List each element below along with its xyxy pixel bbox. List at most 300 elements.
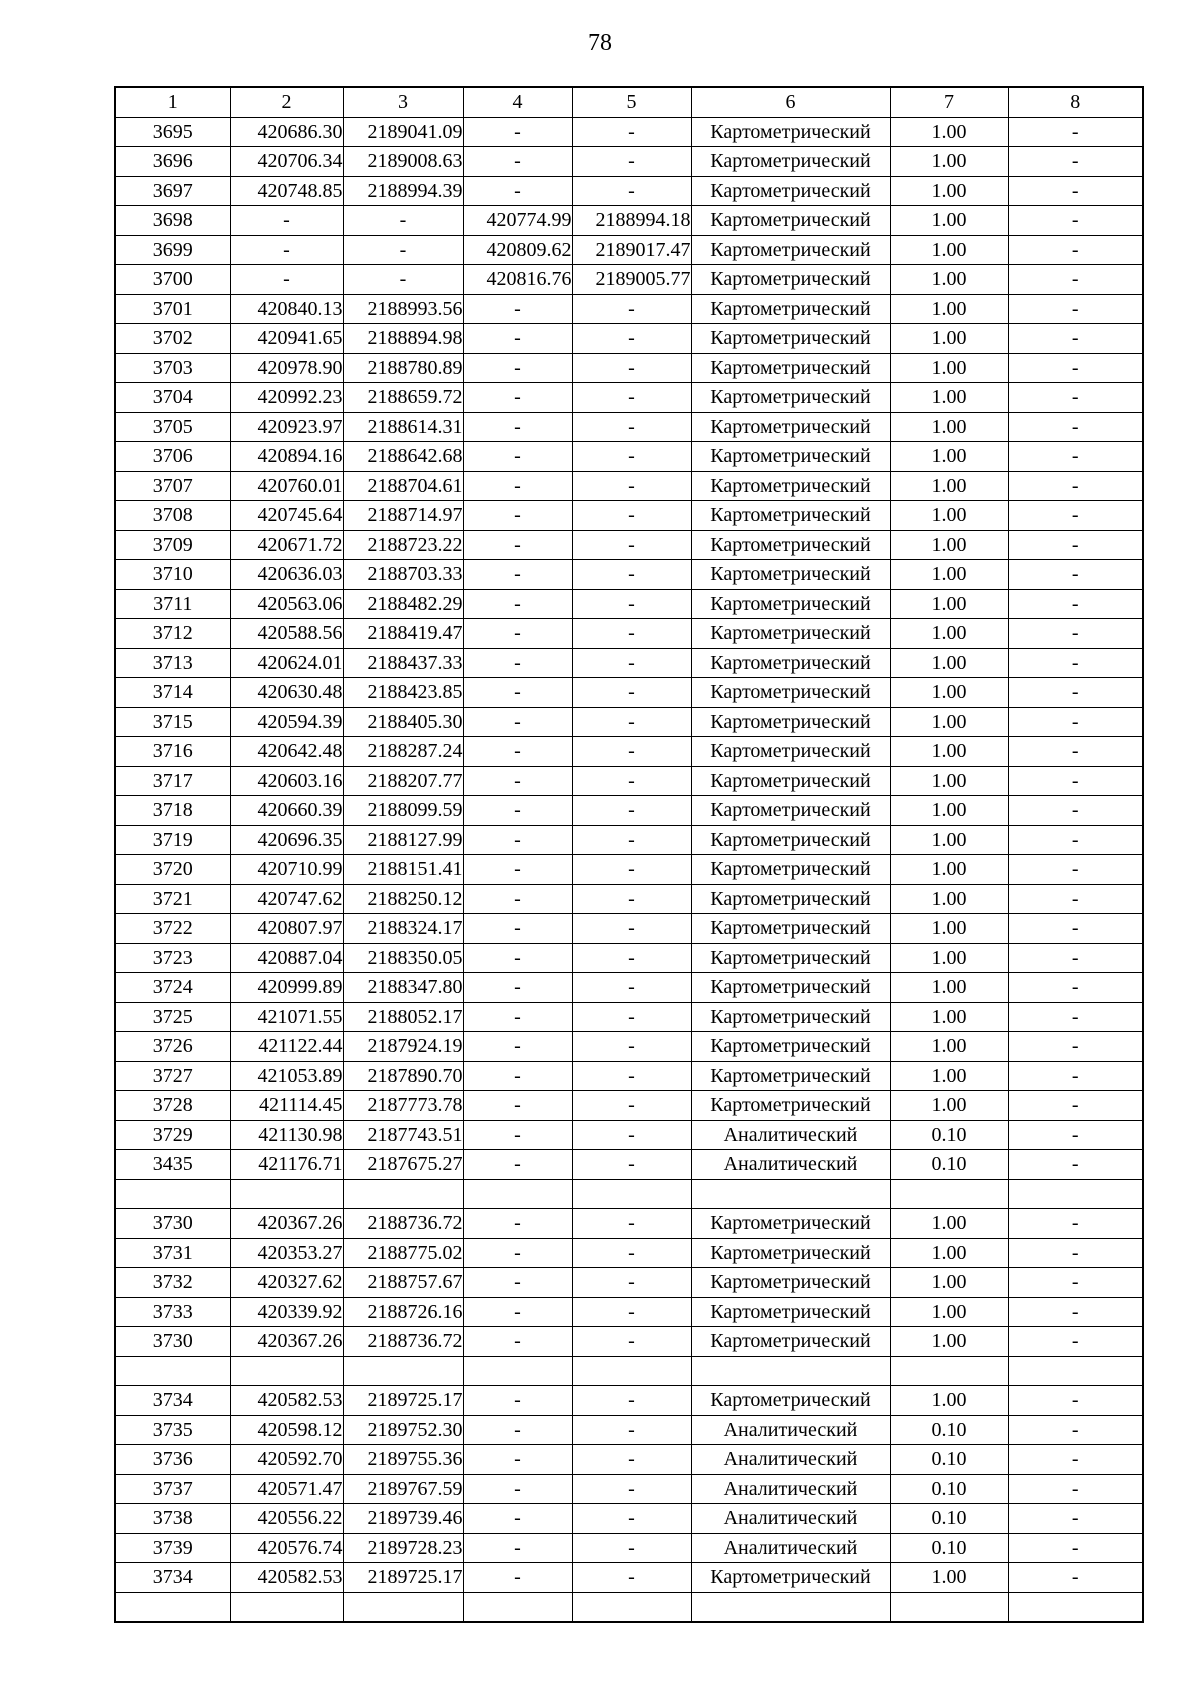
table-cell: 3705 xyxy=(115,412,230,442)
table-cell: 420747.62 xyxy=(230,884,343,914)
table-cell: 420624.01 xyxy=(230,648,343,678)
table-cell: 420887.04 xyxy=(230,943,343,973)
table-cell: - xyxy=(1008,1268,1143,1298)
table-cell: 2188994.39 xyxy=(343,176,463,206)
table-cell: Картометрический xyxy=(691,1238,890,1268)
table-cell: 3713 xyxy=(115,648,230,678)
table-cell: Картометрический xyxy=(691,589,890,619)
table-cell xyxy=(572,1179,691,1209)
table-row xyxy=(115,1091,1143,1121)
table-cell: 420367.26 xyxy=(230,1209,343,1239)
table-cell: 3702 xyxy=(115,324,230,354)
table-cell: Картометрический xyxy=(691,796,890,826)
table-cell: 2188894.98 xyxy=(343,324,463,354)
table-cell: - xyxy=(572,1297,691,1327)
table-cell: 2189008.63 xyxy=(343,147,463,177)
table-cell: 2187890.70 xyxy=(343,1061,463,1091)
table-cell: - xyxy=(1008,1415,1143,1445)
table-cell: - xyxy=(463,1563,572,1593)
table-cell: 3700 xyxy=(115,265,230,295)
table-cell: Картометрический xyxy=(691,1032,890,1062)
table-cell: - xyxy=(1008,353,1143,383)
table-cell: - xyxy=(1008,265,1143,295)
table-cell: 421122.44 xyxy=(230,1032,343,1062)
table-cell xyxy=(230,1356,343,1386)
table-cell: 1.00 xyxy=(890,884,1008,914)
table-cell: 2188659.72 xyxy=(343,383,463,413)
table-cell: - xyxy=(463,884,572,914)
table-cell: - xyxy=(1008,796,1143,826)
table-cell: - xyxy=(1008,914,1143,944)
table-row xyxy=(115,855,1143,885)
table-row xyxy=(115,737,1143,767)
table-cell: - xyxy=(572,796,691,826)
table-cell: Аналитический xyxy=(691,1474,890,1504)
table-cell: - xyxy=(572,324,691,354)
table-cell: - xyxy=(1008,147,1143,177)
table-cell xyxy=(1008,1356,1143,1386)
table-cell: Картометрический xyxy=(691,619,890,649)
table-cell: - xyxy=(572,1150,691,1180)
table-cell: - xyxy=(1008,1061,1143,1091)
table-cell: - xyxy=(463,1386,572,1416)
table-cell: 3733 xyxy=(115,1297,230,1327)
table-cell: - xyxy=(1008,412,1143,442)
table-cell: 420660.39 xyxy=(230,796,343,826)
table-cell: Картометрический xyxy=(691,206,890,236)
table-cell: 2188347.80 xyxy=(343,973,463,1003)
table-cell: 3707 xyxy=(115,471,230,501)
table-cell: Картометрический xyxy=(691,1386,890,1416)
table-cell: 3731 xyxy=(115,1238,230,1268)
table-cell: 420807.97 xyxy=(230,914,343,944)
table-cell: 1.00 xyxy=(890,737,1008,767)
table-cell: - xyxy=(572,884,691,914)
table-cell: 3703 xyxy=(115,353,230,383)
column-header: 3 xyxy=(343,87,463,117)
table-cell: 3716 xyxy=(115,737,230,767)
table-cell: - xyxy=(463,589,572,619)
table-cell: 420367.26 xyxy=(230,1327,343,1357)
table-cell: Картометрический xyxy=(691,973,890,1003)
table-row xyxy=(115,648,1143,678)
table-cell: - xyxy=(343,235,463,265)
table-cell: Картометрический xyxy=(691,678,890,708)
table-cell: - xyxy=(1008,973,1143,1003)
table-cell: Картометрический xyxy=(691,147,890,177)
table-cell: Картометрический xyxy=(691,117,890,147)
table-cell: 1.00 xyxy=(890,206,1008,236)
table-cell: - xyxy=(1008,1032,1143,1062)
table-row xyxy=(115,1592,1143,1622)
table-row xyxy=(115,914,1143,944)
table-cell: - xyxy=(1008,1120,1143,1150)
table-cell: 420992.23 xyxy=(230,383,343,413)
table-cell: - xyxy=(1008,324,1143,354)
table-cell: Картометрический xyxy=(691,1091,890,1121)
table-cell: Картометрический xyxy=(691,1297,890,1327)
table-cell: 420686.30 xyxy=(230,117,343,147)
table-cell xyxy=(890,1179,1008,1209)
table-cell: - xyxy=(1008,294,1143,324)
table-header-row xyxy=(115,87,1143,117)
table-cell: 3697 xyxy=(115,176,230,206)
table-cell: - xyxy=(572,560,691,590)
table-cell: 420556.22 xyxy=(230,1504,343,1534)
table-cell: - xyxy=(463,707,572,737)
table-cell: - xyxy=(572,1415,691,1445)
table-cell: 2188736.72 xyxy=(343,1209,463,1239)
table-cell: 420598.12 xyxy=(230,1415,343,1445)
table-row xyxy=(115,294,1143,324)
table-cell: 1.00 xyxy=(890,796,1008,826)
table-cell: 420594.39 xyxy=(230,707,343,737)
column-header: 2 xyxy=(230,87,343,117)
table-cell: 2189767.59 xyxy=(343,1474,463,1504)
table-cell: - xyxy=(572,1268,691,1298)
table-cell: 1.00 xyxy=(890,530,1008,560)
table-cell xyxy=(890,1592,1008,1622)
table-cell: - xyxy=(463,560,572,590)
table-cell: Картометрический xyxy=(691,943,890,973)
table-cell: Картометрический xyxy=(691,1563,890,1593)
table-cell: 3698 xyxy=(115,206,230,236)
table-cell: 3717 xyxy=(115,766,230,796)
table-cell: 2189017.47 xyxy=(572,235,691,265)
table-cell: 1.00 xyxy=(890,825,1008,855)
table-cell: 2189041.09 xyxy=(343,117,463,147)
table-cell: 2188994.18 xyxy=(572,206,691,236)
table-cell: Картометрический xyxy=(691,235,890,265)
table-cell: Аналитический xyxy=(691,1445,890,1475)
table-cell: - xyxy=(572,1032,691,1062)
table-cell: 3715 xyxy=(115,707,230,737)
table-cell: Картометрический xyxy=(691,1002,890,1032)
table-cell: Картометрический xyxy=(691,884,890,914)
table-cell: 3730 xyxy=(115,1327,230,1357)
table-cell: 1.00 xyxy=(890,1563,1008,1593)
table-cell: - xyxy=(1008,1445,1143,1475)
table-cell: Картометрический xyxy=(691,176,890,206)
table-cell xyxy=(115,1592,230,1622)
table-cell: - xyxy=(1008,678,1143,708)
table-cell: 3704 xyxy=(115,383,230,413)
table-cell: 420636.03 xyxy=(230,560,343,590)
table-cell: - xyxy=(1008,766,1143,796)
table-cell: - xyxy=(572,353,691,383)
table-cell: 1.00 xyxy=(890,619,1008,649)
table-cell: - xyxy=(463,1238,572,1268)
table-cell: - xyxy=(1008,501,1143,531)
table-cell: 2188642.68 xyxy=(343,442,463,472)
table-cell xyxy=(343,1592,463,1622)
table-cell: 3730 xyxy=(115,1209,230,1239)
table-cell: - xyxy=(463,678,572,708)
table-cell: 420999.89 xyxy=(230,973,343,1003)
table-cell: 1.00 xyxy=(890,914,1008,944)
table-cell: 1.00 xyxy=(890,973,1008,1003)
table-cell: 3724 xyxy=(115,973,230,1003)
table-row xyxy=(115,884,1143,914)
table-cell: 420576.74 xyxy=(230,1533,343,1563)
table-row xyxy=(115,383,1143,413)
table-cell: - xyxy=(463,1445,572,1475)
table-cell: 420840.13 xyxy=(230,294,343,324)
table-row xyxy=(115,707,1143,737)
table-cell: - xyxy=(463,176,572,206)
table-cell: Картометрический xyxy=(691,648,890,678)
table-cell: 2188350.05 xyxy=(343,943,463,973)
table-cell: 420582.53 xyxy=(230,1386,343,1416)
table-cell xyxy=(115,1179,230,1209)
table-cell: 3696 xyxy=(115,147,230,177)
table-cell: - xyxy=(463,1209,572,1239)
table-cell: - xyxy=(572,147,691,177)
table-cell: Картометрический xyxy=(691,530,890,560)
table-row xyxy=(115,1150,1143,1180)
table-cell: 3720 xyxy=(115,855,230,885)
table-cell: 2188099.59 xyxy=(343,796,463,826)
table-cell: 3714 xyxy=(115,678,230,708)
table-cell: 3726 xyxy=(115,1032,230,1062)
table-cell: 2188780.89 xyxy=(343,353,463,383)
table-cell: 0.10 xyxy=(890,1445,1008,1475)
table-cell: 1.00 xyxy=(890,1209,1008,1239)
table-cell: 2189755.36 xyxy=(343,1445,463,1475)
table-cell xyxy=(691,1356,890,1386)
table-cell: Аналитический xyxy=(691,1120,890,1150)
table-cell: Картометрический xyxy=(691,825,890,855)
table-cell: 0.10 xyxy=(890,1120,1008,1150)
table-cell: - xyxy=(1008,1091,1143,1121)
table-row xyxy=(115,1297,1143,1327)
table-cell: 1.00 xyxy=(890,1002,1008,1032)
table-cell: Аналитический xyxy=(691,1150,890,1180)
table-cell: Картометрический xyxy=(691,294,890,324)
table-cell: 2189725.17 xyxy=(343,1386,463,1416)
table-row xyxy=(115,324,1143,354)
table-cell: 0.10 xyxy=(890,1474,1008,1504)
table-cell: - xyxy=(572,176,691,206)
table-cell: - xyxy=(572,530,691,560)
table-row xyxy=(115,530,1143,560)
table-cell: 3739 xyxy=(115,1533,230,1563)
table-cell xyxy=(572,1356,691,1386)
table-row xyxy=(115,560,1143,590)
table-cell: 3706 xyxy=(115,442,230,472)
table-cell: 3710 xyxy=(115,560,230,590)
table-cell: - xyxy=(463,1533,572,1563)
table-cell: 3729 xyxy=(115,1120,230,1150)
column-header: 1 xyxy=(115,87,230,117)
table-cell: - xyxy=(1008,737,1143,767)
table-cell: 2188726.16 xyxy=(343,1297,463,1327)
table-cell: - xyxy=(463,1091,572,1121)
table-cell: - xyxy=(1008,383,1143,413)
table-row xyxy=(115,353,1143,383)
table-cell xyxy=(572,1592,691,1622)
table-cell xyxy=(463,1179,572,1209)
table-cell: 1.00 xyxy=(890,1297,1008,1327)
table-cell: 1.00 xyxy=(890,147,1008,177)
table-cell: - xyxy=(1008,206,1143,236)
table-cell: 420696.35 xyxy=(230,825,343,855)
table-cell: 2188775.02 xyxy=(343,1238,463,1268)
table-cell: Картометрический xyxy=(691,1327,890,1357)
table-cell: Аналитический xyxy=(691,1533,890,1563)
table-cell: 1.00 xyxy=(890,117,1008,147)
table-cell: - xyxy=(572,648,691,678)
table-cell: - xyxy=(1008,1474,1143,1504)
table-cell: - xyxy=(1008,117,1143,147)
table-cell: - xyxy=(463,1415,572,1445)
table-cell: Картометрический xyxy=(691,412,890,442)
table-cell: - xyxy=(1008,471,1143,501)
table-cell: - xyxy=(572,1386,691,1416)
table-cell: - xyxy=(572,943,691,973)
table-cell: - xyxy=(572,471,691,501)
table-cell: 420671.72 xyxy=(230,530,343,560)
column-header: 8 xyxy=(1008,87,1143,117)
table-cell: 0.10 xyxy=(890,1504,1008,1534)
table-cell: - xyxy=(463,914,572,944)
column-header: 7 xyxy=(890,87,1008,117)
table-cell: Картометрический xyxy=(691,501,890,531)
table-row xyxy=(115,147,1143,177)
table-cell: Картометрический xyxy=(691,766,890,796)
table-row xyxy=(115,206,1143,236)
table-cell: - xyxy=(1008,560,1143,590)
column-header: 5 xyxy=(572,87,691,117)
table-cell: - xyxy=(463,1120,572,1150)
table-cell: - xyxy=(572,383,691,413)
column-header: 4 xyxy=(463,87,572,117)
table-cell: 420894.16 xyxy=(230,442,343,472)
table-cell xyxy=(1008,1592,1143,1622)
table-cell: 3738 xyxy=(115,1504,230,1534)
table-cell: - xyxy=(1008,884,1143,914)
table-cell: - xyxy=(572,737,691,767)
table-cell xyxy=(691,1592,890,1622)
table-cell: 1.00 xyxy=(890,1386,1008,1416)
table-cell: - xyxy=(572,1445,691,1475)
table-cell: 3708 xyxy=(115,501,230,531)
table-cell: - xyxy=(463,619,572,649)
table-row xyxy=(115,1327,1143,1357)
table-cell: Картометрический xyxy=(691,265,890,295)
table-cell: Картометрический xyxy=(691,324,890,354)
table-cell: - xyxy=(463,1268,572,1298)
table-cell: 2189739.46 xyxy=(343,1504,463,1534)
table-cell: - xyxy=(572,914,691,944)
table-cell: 2189725.17 xyxy=(343,1563,463,1593)
table-cell: - xyxy=(572,855,691,885)
table-cell: 3718 xyxy=(115,796,230,826)
table-cell xyxy=(343,1179,463,1209)
table-cell: Картометрический xyxy=(691,1268,890,1298)
table-cell: 1.00 xyxy=(890,1238,1008,1268)
table-cell: 3737 xyxy=(115,1474,230,1504)
table-cell: - xyxy=(463,501,572,531)
table-cell: 2189728.23 xyxy=(343,1533,463,1563)
table-cell: 420327.62 xyxy=(230,1268,343,1298)
table-cell: 1.00 xyxy=(890,560,1008,590)
table-cell: Картометрический xyxy=(691,353,890,383)
table-cell: 3709 xyxy=(115,530,230,560)
table-cell: - xyxy=(463,855,572,885)
table-cell: 420339.92 xyxy=(230,1297,343,1327)
table-cell: 3701 xyxy=(115,294,230,324)
table-cell: - xyxy=(463,943,572,973)
table-row xyxy=(115,796,1143,826)
table-cell: 2187675.27 xyxy=(343,1150,463,1180)
table-cell: 420774.99 xyxy=(463,206,572,236)
table-row xyxy=(115,943,1143,973)
table-cell: 420710.99 xyxy=(230,855,343,885)
table-cell: 2188614.31 xyxy=(343,412,463,442)
table-cell: - xyxy=(463,1474,572,1504)
table-cell: 420571.47 xyxy=(230,1474,343,1504)
table-cell: - xyxy=(463,471,572,501)
table-cell: 3723 xyxy=(115,943,230,973)
table-cell: - xyxy=(572,678,691,708)
table-cell: - xyxy=(463,117,572,147)
table-cell xyxy=(691,1179,890,1209)
table-cell: - xyxy=(463,442,572,472)
table-row xyxy=(115,589,1143,619)
table-cell: 0.10 xyxy=(890,1150,1008,1180)
table-cell: 1.00 xyxy=(890,235,1008,265)
table-cell: 2188151.41 xyxy=(343,855,463,885)
table-cell: - xyxy=(572,442,691,472)
table-cell: 1.00 xyxy=(890,855,1008,885)
table-cell: 2188437.33 xyxy=(343,648,463,678)
table-row xyxy=(115,619,1143,649)
table-cell: - xyxy=(1008,1209,1143,1239)
table-cell: - xyxy=(1008,619,1143,649)
table-cell: 2187743.51 xyxy=(343,1120,463,1150)
table-cell: - xyxy=(463,1297,572,1327)
table-row xyxy=(115,1179,1143,1209)
table-cell: 1.00 xyxy=(890,294,1008,324)
table-row xyxy=(115,1533,1143,1563)
table-cell: - xyxy=(1008,1563,1143,1593)
table-cell: 2188423.85 xyxy=(343,678,463,708)
table-row xyxy=(115,1002,1143,1032)
table-cell: - xyxy=(343,206,463,236)
table-cell: 420592.70 xyxy=(230,1445,343,1475)
table-cell: - xyxy=(1008,707,1143,737)
table-cell: - xyxy=(572,1533,691,1563)
table-cell xyxy=(463,1356,572,1386)
table-cell: 2188757.67 xyxy=(343,1268,463,1298)
table-cell: 420809.62 xyxy=(463,235,572,265)
table-row xyxy=(115,766,1143,796)
table-cell: - xyxy=(572,619,691,649)
table-row xyxy=(115,678,1143,708)
table-cell: 420706.34 xyxy=(230,147,343,177)
table-cell: - xyxy=(463,1150,572,1180)
table-cell: - xyxy=(463,766,572,796)
table-cell: 1.00 xyxy=(890,412,1008,442)
table-cell xyxy=(343,1356,463,1386)
table-cell: - xyxy=(1008,648,1143,678)
table-cell: - xyxy=(572,1061,691,1091)
table-cell: 420745.64 xyxy=(230,501,343,531)
column-header: 6 xyxy=(691,87,890,117)
table-cell: 0.10 xyxy=(890,1533,1008,1563)
table-cell: 420816.76 xyxy=(463,265,572,295)
